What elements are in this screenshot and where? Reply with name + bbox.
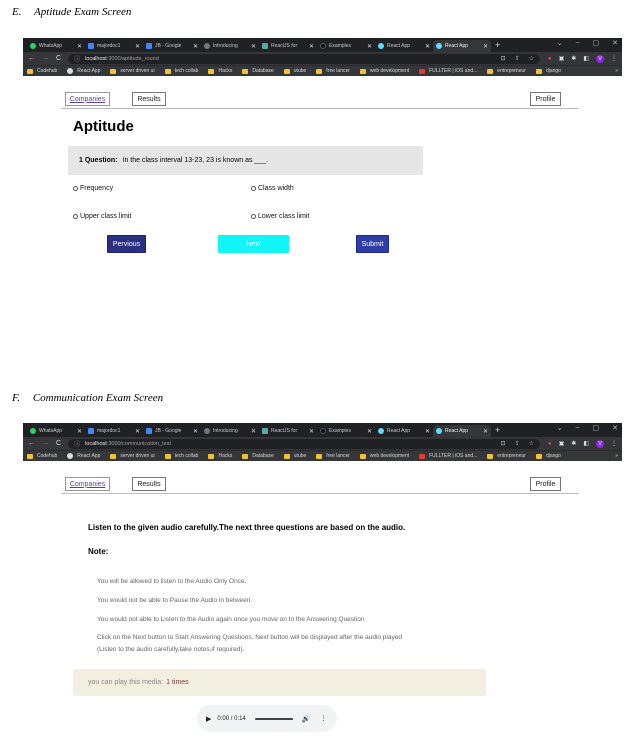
option-lower-class-limit[interactable]: Lower class limit — [251, 213, 309, 220]
browser-tab[interactable]: Examples ✕ — [317, 425, 375, 437]
youtube-icon — [419, 69, 425, 74]
close-tab-icon[interactable]: ✕ — [482, 43, 488, 50]
profile-button[interactable]: Profile — [530, 92, 561, 106]
radio-button[interactable] — [251, 186, 256, 191]
tab-search-icon[interactable]: ⌄ — [556, 40, 563, 47]
radio-button[interactable] — [73, 186, 78, 191]
browser-tab[interactable]: ReactJS for ✕ — [259, 425, 317, 437]
browser-tab-active[interactable]: React App ✕ — [433, 40, 491, 52]
audio-time: 0:00 / 0:14 — [217, 715, 246, 722]
puzzle-icon[interactable]: ✱ — [571, 441, 577, 447]
option-frequency[interactable]: Frequency — [73, 185, 113, 192]
browser-tab[interactable]: React App ✕ — [375, 425, 433, 437]
sidepanel-icon[interactable]: ◧ — [583, 441, 589, 447]
react-icon — [378, 428, 384, 434]
folder-icon — [487, 69, 493, 74]
section-f-caption — [12, 392, 163, 404]
instructions-heading: Listen to the given audio carefully.The next three questions are based on the audio. — [88, 523, 406, 532]
extension-icon[interactable]: ● — [548, 55, 552, 62]
bookmark-item[interactable]: utube — [284, 68, 307, 74]
folder-icon — [487, 454, 493, 459]
close-tab-icon[interactable]: ✕ — [308, 43, 314, 50]
note-item: You would not able to Listen to the Audio again once you move on to the Answering Question — [97, 616, 365, 623]
address-bar[interactable] — [68, 439, 540, 449]
extension-icon[interactable]: ▣ — [558, 441, 565, 447]
close-tab-icon[interactable]: ✕ — [192, 428, 198, 435]
close-tab-icon[interactable]: ✕ — [134, 43, 140, 50]
browser-tab[interactable]: WhatsApp ✕ — [27, 425, 85, 437]
forward-icon[interactable]: → — [42, 440, 49, 447]
volume-icon[interactable]: 🔊 — [301, 715, 311, 723]
bookmark-item[interactable]: Codehub — [27, 68, 57, 74]
react-icon — [436, 43, 442, 49]
site-icon — [262, 428, 268, 434]
app-navbar — [61, 474, 579, 494]
close-tab-icon[interactable]: ✕ — [250, 428, 256, 435]
results-button[interactable]: Results — [132, 477, 166, 491]
radio-button[interactable] — [251, 214, 256, 219]
browser-window-communication — [23, 423, 622, 461]
folder-icon — [316, 69, 322, 74]
companies-link[interactable]: Companies — [65, 92, 110, 106]
folder-icon — [242, 454, 248, 459]
docs-icon — [88, 428, 94, 434]
tab-strip — [23, 423, 622, 437]
close-tab-icon[interactable]: ✕ — [482, 428, 488, 435]
folder-icon — [536, 454, 542, 459]
extension-icon[interactable]: ▣ — [558, 56, 565, 62]
site-icon — [320, 43, 326, 49]
folder-icon — [360, 454, 366, 459]
tab-search-icon[interactable]: ⌄ — [556, 425, 563, 432]
bookmark-item[interactable]: React App — [67, 453, 100, 459]
browser-tab[interactable]: majordoc1 ✕ — [85, 40, 143, 52]
new-tab-button[interactable]: + — [495, 40, 501, 50]
back-icon[interactable]: ← — [28, 55, 35, 62]
browser-window-aptitude — [23, 38, 622, 76]
folder-icon — [165, 69, 171, 74]
folder-icon — [27, 69, 33, 74]
bookmark-item[interactable]: entrepreneur — [487, 453, 526, 459]
site-icon — [262, 43, 268, 49]
note-label: Note: — [88, 547, 109, 556]
close-tab-icon[interactable]: ✕ — [76, 428, 82, 435]
audio-menu-icon[interactable]: ⋮ — [320, 716, 327, 722]
address-bar[interactable] — [68, 54, 540, 64]
bookmark-item[interactable]: django — [536, 453, 561, 459]
bookmark-item[interactable]: server driven ui — [110, 453, 154, 459]
bookmark-item[interactable]: web development — [360, 68, 409, 74]
bookmark-item[interactable]: free lancer — [316, 453, 350, 459]
section-letter: E. — [12, 6, 22, 18]
browser-tab[interactable]: majordoc1 ✕ — [85, 425, 143, 437]
folder-icon — [360, 69, 366, 74]
forward-icon[interactable]: → — [42, 55, 49, 62]
browser-tab[interactable]: JB - Google ✕ — [143, 40, 201, 52]
site-icon — [320, 428, 326, 434]
address-toolbar — [23, 437, 622, 450]
window-controls — [557, 424, 618, 432]
share-icon[interactable]: ⇪ — [514, 56, 520, 62]
note-item: You would not be able to Pause the Audio in between. — [97, 597, 253, 604]
bookmark-item[interactable]: django — [536, 68, 561, 74]
folder-icon — [208, 69, 214, 74]
new-tab-button[interactable]: + — [495, 425, 501, 435]
folder-icon — [110, 454, 116, 459]
folder-icon — [208, 454, 214, 459]
site-icon — [204, 43, 210, 49]
page-title: Aptitude — [73, 118, 134, 135]
play-icon[interactable]: ▶ — [206, 715, 212, 723]
extension-icon[interactable]: ● — [548, 440, 552, 447]
folder-icon — [165, 454, 171, 459]
close-tab-icon[interactable]: ✕ — [134, 428, 140, 435]
install-icon[interactable]: ⊡ — [500, 56, 506, 62]
tab-strip — [23, 38, 622, 52]
section-e-caption — [12, 6, 131, 18]
next-button[interactable]: Next — [218, 235, 289, 253]
audio-seek-bar[interactable] — [255, 718, 293, 720]
react-icon — [436, 428, 442, 434]
site-icon — [204, 428, 210, 434]
install-icon[interactable]: ⊡ — [500, 441, 506, 447]
close-tab-icon[interactable]: ✕ — [192, 43, 198, 50]
note-item: You will be allowed to listen to the Audio Only Once. — [97, 578, 247, 585]
bookmark-item[interactable]: FULLTER | iOS and... — [419, 68, 477, 74]
browser-tab[interactable]: ReactJS for ✕ — [259, 40, 317, 52]
bookmarks-bar — [23, 450, 622, 461]
profile-avatar[interactable]: V — [596, 55, 604, 63]
back-icon[interactable]: ← — [28, 440, 35, 447]
reload-icon[interactable]: C — [56, 55, 62, 62]
bookmark-item[interactable]: Database — [242, 68, 273, 74]
bookmark-item[interactable]: Hacks — [208, 453, 232, 459]
window-controls — [557, 39, 618, 47]
bookmark-item[interactable]: server driven ui — [110, 68, 154, 74]
folder-icon — [242, 69, 248, 74]
close-window-icon[interactable]: ✕ — [612, 425, 618, 432]
close-tab-icon[interactable]: ✕ — [424, 428, 430, 435]
bookmark-star-icon[interactable]: ☆ — [528, 441, 534, 447]
bookmark-item[interactable]: Hacks — [208, 68, 232, 74]
bookmark-item[interactable]: tech collab — [165, 68, 199, 74]
bookmark-item[interactable]: entrepreneur — [487, 68, 526, 74]
bookmark-item[interactable]: Database — [242, 453, 273, 459]
bookmarks-overflow-icon[interactable]: » — [615, 68, 618, 74]
url-path: :3000/aptitude_round — [106, 55, 159, 62]
bookmark-item[interactable]: free lancer — [316, 68, 350, 74]
sidepanel-icon[interactable]: ◧ — [583, 56, 589, 62]
folder-icon — [536, 69, 542, 74]
browser-tab[interactable]: JB - Google ✕ — [143, 425, 201, 437]
github-icon — [67, 68, 73, 74]
radio-button[interactable] — [73, 214, 78, 219]
bookmarks-bar — [23, 65, 622, 76]
address-toolbar — [23, 52, 622, 65]
companies-link[interactable]: Companies — [65, 477, 110, 491]
folder-icon — [110, 69, 116, 74]
bookmark-item[interactable]: FULLTER | iOS and... — [419, 453, 477, 459]
play-limit-text: you can play this media: — [88, 679, 164, 686]
audio-player — [197, 705, 337, 732]
note-item: Click on the Next button to Start Answering Questions, Next button will be displayed after the audio played — [97, 634, 402, 641]
section-title: Communication Exam Screen — [32, 392, 164, 404]
menu-icon[interactable]: ⋮ — [611, 441, 617, 447]
option-upper-class-limit[interactable]: Upper class limit — [73, 213, 131, 220]
play-limit-count: 1 times — [166, 679, 189, 686]
bookmark-item[interactable]: tech collab — [165, 453, 199, 459]
close-window-icon[interactable]: ✕ — [612, 40, 618, 47]
minimize-icon[interactable]: – — [575, 424, 580, 431]
browser-tab-active[interactable]: React App ✕ — [433, 425, 491, 437]
results-button[interactable]: Results — [132, 92, 166, 106]
browser-tab[interactable]: Examples ✕ — [317, 40, 375, 52]
menu-icon[interactable]: ⋮ — [611, 56, 617, 62]
info-icon[interactable]: ⓘ — [74, 57, 81, 63]
previous-button[interactable]: Pervious — [107, 235, 146, 253]
react-icon — [378, 43, 384, 49]
option-class-width[interactable]: Class width — [251, 185, 294, 192]
maximize-icon[interactable]: ▢ — [592, 425, 600, 432]
close-tab-icon[interactable]: ✕ — [366, 43, 372, 50]
info-icon[interactable]: ⓘ — [74, 442, 81, 448]
github-icon — [67, 453, 73, 459]
browser-tab[interactable]: React App ✕ — [375, 40, 433, 52]
bookmark-item[interactable]: web development — [360, 453, 409, 459]
whatsapp-icon — [30, 428, 36, 434]
close-tab-icon[interactable]: ✕ — [308, 428, 314, 435]
question-box — [68, 146, 423, 175]
browser-tab[interactable]: Introducing ✕ — [201, 40, 259, 52]
extensions-area — [548, 55, 617, 63]
profile-avatar[interactable]: V — [596, 440, 604, 448]
url-path: :3000/communication_test — [106, 440, 172, 447]
bookmark-item[interactable]: Codehub — [27, 453, 57, 459]
docs-icon — [88, 43, 94, 49]
url-host: localhost — [85, 55, 107, 62]
submit-button[interactable]: Submit — [356, 235, 389, 253]
browser-tab[interactable]: Introducing ✕ — [201, 425, 259, 437]
minimize-icon[interactable]: – — [575, 39, 580, 46]
section-letter: F. — [12, 392, 21, 404]
bookmark-star-icon[interactable]: ☆ — [528, 56, 534, 62]
browser-tab[interactable]: WhatsApp ✕ — [27, 40, 85, 52]
folder-icon — [27, 454, 33, 459]
extensions-area — [548, 440, 617, 448]
bookmark-item[interactable]: utube — [284, 453, 307, 459]
folder-icon — [316, 454, 322, 459]
close-tab-icon[interactable]: ✕ — [76, 43, 82, 50]
close-tab-icon[interactable]: ✕ — [366, 428, 372, 435]
youtube-icon — [419, 454, 425, 459]
app-navbar — [61, 89, 579, 109]
reload-icon[interactable]: C — [56, 440, 62, 447]
docs-icon — [146, 43, 152, 49]
close-tab-icon[interactable]: ✕ — [250, 43, 256, 50]
profile-button[interactable]: Profile — [530, 477, 561, 491]
folder-icon — [284, 69, 290, 74]
puzzle-icon[interactable]: ✱ — [571, 56, 577, 62]
section-title: Aptitude Exam Screen — [34, 6, 132, 18]
note-item: (Listen to the audio carefully,take notes,if required). — [97, 646, 245, 653]
folder-icon — [284, 454, 290, 459]
docs-icon — [146, 428, 152, 434]
whatsapp-icon — [30, 43, 36, 49]
share-icon[interactable]: ⇪ — [514, 441, 520, 447]
play-limit-box — [73, 669, 486, 696]
bookmark-item[interactable]: React App — [67, 68, 100, 74]
question-number: 1 Question: — [79, 157, 118, 164]
maximize-icon[interactable]: ▢ — [592, 40, 600, 47]
url-host: localhost — [85, 440, 107, 447]
bookmarks-overflow-icon[interactable]: » — [615, 453, 618, 459]
close-tab-icon[interactable]: ✕ — [424, 43, 430, 50]
question-text: In the class interval 13-23, 23 is known as ___. — [122, 157, 269, 164]
